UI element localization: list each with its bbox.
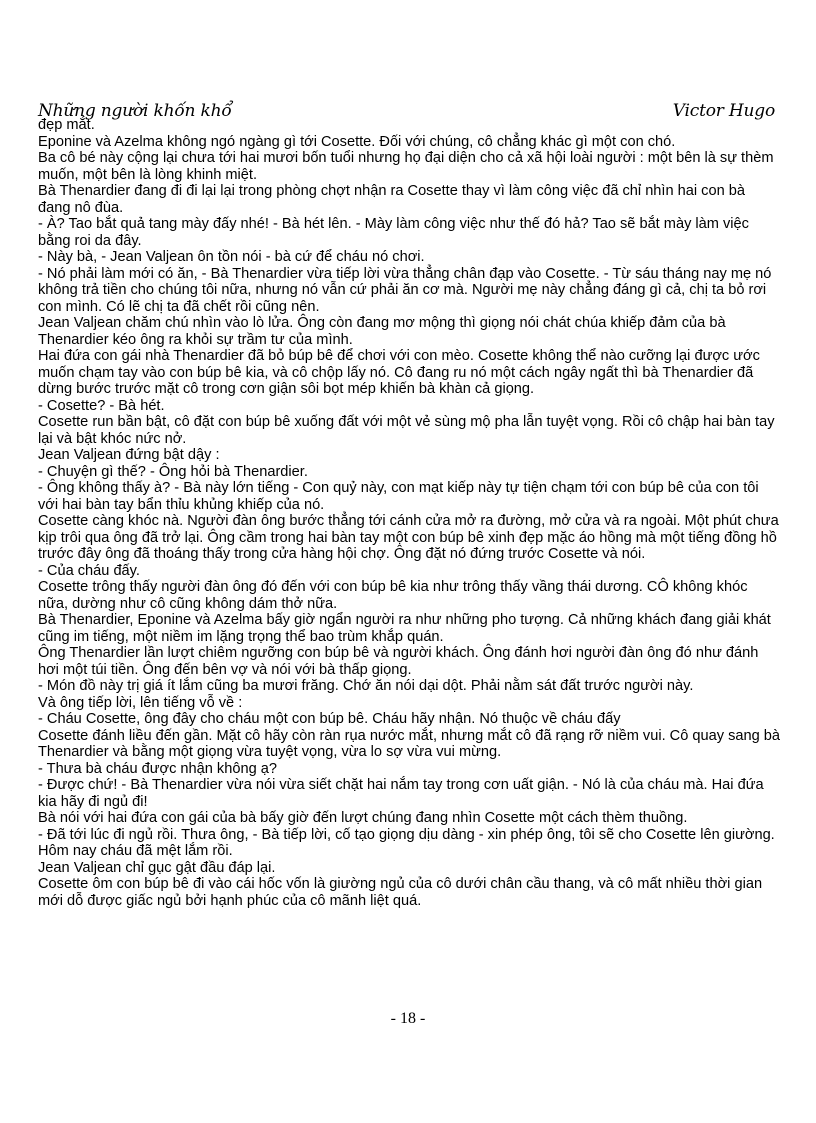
page-number: - 18 - <box>390 1010 426 1027</box>
paragraph: Eponine và Azelma không ngó ngàng gì tới Cosette. Đối với chúng, cô chẳng khác gì một con chó. <box>38 133 676 150</box>
paragraph: Bà Thenardier, Eponine và Azelma bấy giờ ngẩn người ra như những pho tượng. Cả những khách đang giải khát cũng im tiếng, một niềm im lặng trọng thể bao trùm khắp quán. <box>38 612 771 645</box>
paragraph: - Chuyện gì thế? - Ông hỏi bà Thenardier. <box>38 463 308 480</box>
paragraph: Jean Valjean chăm chú nhìn vào lò lửa. Ông còn đang mơ mộng thì giọng nói chát chúa khiếp đảm của bà Thenardier kéo ông ra khỏi sự trầm tư của mình. <box>38 315 726 348</box>
author-name: Victor Hugo <box>672 101 775 121</box>
body-text <box>38 117 781 909</box>
paragraph: - Được chứ! - Bà Thenardier vừa nói vừa siết chặt hai nắm tay trong cơn uất giận. - Nó là của cháu mà. Hai đứa kia hãy đi ngủ đi! <box>38 777 764 810</box>
paragraph: Cosette càng khóc nà. Người đàn ông bước thẳng tới cánh cửa mở ra đường, mở cửa và ra ngoài. Một phút chưa kịp trôi qua ông đã trở lại. Ông cầm trong hai bàn tay một con búp bê xinh đẹp mặc áo hồng mà một tiếng đồng hồ trước đây ông đã thoáng thấy trong cửa hàng hội chợ. Ông đặt nó đứng trước Cosette và nói. <box>38 513 779 562</box>
paragraph: - Món đồ này trị giá ít lắm cũng ba mươi frăng. Chớ ăn nói dại dột. Phải nằm sát đất trước người này. <box>38 678 694 694</box>
paragraph: Jean Valjean đứng bật dậy : <box>38 447 220 463</box>
paragraph: Hai đứa con gái nhà Thenardier đã bỏ búp bê để chơi với con mèo. Cosette không thể nào cưỡng lại được ước muốn chạm tay vào con búp bê kia, và cô chộp lấy nó. Cô đang ru nó một cách ngây ngất thì bà Thenardier đã dừng bước trước mặt cô trong cơn giận sôi bọt mép khiến bà khàn cả giọng. <box>38 348 760 397</box>
paragraph: Ba cô bé này cộng lại chưa tới hai mươi bốn tuổi nhưng họ đại diện cho cả xã hội loài người : một bên là sự thèm muốn, một bên là lòng khinh miệt. <box>38 150 774 183</box>
paragraph: Bà nói với hai đứa con gái của bà bấy giờ đến lượt chúng đang nhìn Cosette một cách thèm thuồng. <box>38 810 688 826</box>
paragraph: Và ông tiếp lời, lên tiếng vỗ về : <box>38 694 243 711</box>
paragraph: Cosette ôm con búp bê đi vào cái hốc vốn là giường ngủ của cô dưới chân cầu thang, và cô mất nhiều thời gian mới dỗ được giấc ngủ bởi hạnh phúc của cô mãnh liệt quá. <box>38 876 763 909</box>
paragraph: Ông Thenardier lần lượt chiêm ngưỡng con búp bê và người khách. Ông đánh hơi người đàn ông đó như đánh hơi một túi tiền. Ông đến bên vợ và nói với bà thấp giọng. <box>38 645 759 678</box>
paragraph: - Đã tới lúc đi ngủ rồi. Thưa ông, - Bà tiếp lời, cố tạo giọng dịu dàng - xin phép ông, tôi sẽ cho Cosette lên giường. Hôm nay cháu đã mệt lắm rồi. <box>38 826 775 859</box>
paragraph: - Của cháu đấy. <box>38 562 140 579</box>
paragraph: - Ông không thấy à? - Bà này lớn tiếng - Con quỷ này, con mạt kiếp này tự tiện chạm tới con búp bê của con tôi với hai bàn tay bẩn thỉu khủng khiếp của nó. <box>38 480 759 513</box>
paragraph: - Cháu Cosette, ông đây cho cháu một con búp bê. Cháu hãy nhận. Nó thuộc về cháu đấy <box>38 711 621 727</box>
paragraph: Cosette run bần bật, cô đặt con búp bê xuống đất với một vẻ sùng mộ pha lẫn tuyệt vọng. Rồi cô chập hai bàn tay lại và bật khóc nức nở. <box>38 414 775 447</box>
paragraph: Bà Thenardier đang đi đi lại lại trong phòng chợt nhận ra Cosette thay vì làm công việc đã chỉ nhìn hai con bà đang nô đùa. <box>38 183 745 216</box>
paragraph: Cosette đánh liều đến gần. Mặt cô hãy còn ràn rụa nước mắt, nhưng mắt cô đã rạng rỡ niềm vui. Cô quay sang bà Thenardier và bằng một giọng vừa tuyệt vọng, vừa lo sợ vừa vui mừng. <box>38 727 781 760</box>
paragraph: đẹp mắt. <box>38 117 95 133</box>
paragraph: - Cosette? - Bà hét. <box>38 397 165 414</box>
paragraph: - À? Tao bắt quả tang mày đấy nhé! - Bà hét lên. - Mày làm công việc như thế đó hả? Tao sẽ bắt mày làm việc bằng roi da đây. <box>38 216 749 249</box>
paragraph: - Này bà, - Jean Valjean ôn tồn nói - bà cứ để cháu nó chơi. <box>38 249 425 265</box>
paragraph: Cosette trông thấy người đàn ông đó đến với con búp bê kia như trông thấy vầng thái dương. CÔ không khóc nữa, dường như cô cũng không dám thở nữa. <box>38 579 748 612</box>
paragraph: Jean Valjean chỉ gục gật đầu đáp lại. <box>38 859 276 876</box>
book-title: Những người khốn khổ <box>38 101 232 121</box>
paragraph: - Nó phải làm mới có ăn, - Bà Thenardier vừa tiếp lời vừa thẳng chân đạp vào Cosette. - Từ sáu tháng nay mẹ nó không trả tiền cho chúng tôi nữa, nhưng nó vẫn cứ phải ăn cơ mà. Người mẹ này chẳng đáng gì cả, chị ta bỏ rơi con mình. Có lẽ chị ta đã chết rồi cũng nên. <box>38 265 772 315</box>
paragraph: - Thưa bà cháu được nhận không ạ? <box>38 760 277 777</box>
